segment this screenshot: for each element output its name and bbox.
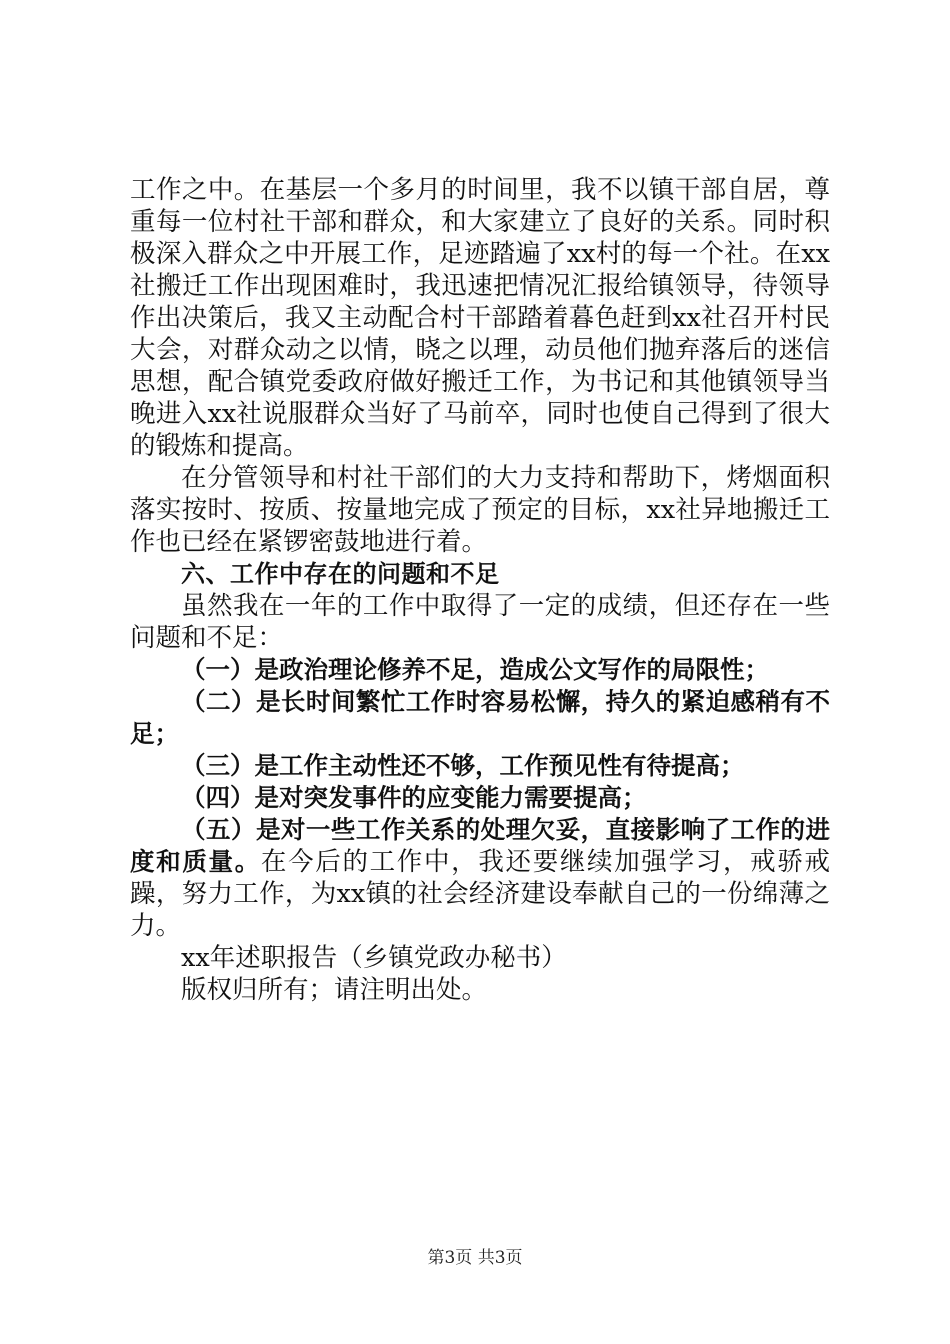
copyright-note: 版权归所有；请注明出处。: [181, 975, 488, 1005]
paragraph-continuation: 工作之中。在基层一个多月的时间里，我不以镇干部自居，尊重每一位村社干部和群众，和大家建立了良好的关系。同时积极深入群众之中开展工作，足迹踏遍了xx村的每一个社。在xx社搬迁工作出现困难时，我迅速把情况汇报给镇领导，待领导作出决策后，我又主动配合村干部踏着暮色赶到xx社召开村民大会，对群众动之以情，晓之以理，动员他们抛弃落后的迷信思想，配合镇党委政府做好搬迁工作，为书记和其他镇领导当晚进入xx社说服群众当好了马前卒，同时也使自己得到了很大的锻炼和提高。: [130, 175, 830, 461]
list-item-1: （一）是政治理论修养不足，造成公文写作的局限性；: [181, 655, 769, 684]
paragraph-achievement: 在分管领导和村社干部们的大力支持和帮助下，烤烟面积落实按时、按质、按量地完成了预定的目标，xx社异地搬迁工作也已经在紧锣密鼓地进行着。: [130, 463, 830, 557]
list-item-5-rest: 在今后的工作中，我还要继续加强学习，戒骄戒躁，努力工作，为xx镇的社会经济建设奉献自己的一份绵薄之力。: [130, 847, 830, 941]
list-item-5: [130, 814, 830, 942]
list-item-4: （四）是对突发事件的应变能力需要提高；: [181, 783, 647, 812]
list-item-3: （三）是工作主动性还不够，工作预见性有待提高；: [181, 751, 745, 780]
section-heading: 六、工作中存在的问题和不足: [181, 560, 500, 588]
list-item-5-bold: （五）是对一些工作关系的处理欠妥，直接影响了工作的进度和质量。: [130, 815, 830, 876]
list-item-2: （二）是长时间繁忙工作时容易松懈，持久的紧迫感稍有不足；: [130, 687, 830, 748]
closing-title: xx年述职报告（乡镇党政办秘书）: [181, 943, 567, 973]
document-body: [130, 174, 830, 1006]
page-number-footer: 第3页 共3页: [427, 1248, 523, 1268]
paragraph-intro: 虽然我在一年的工作中取得了一定的成绩，但还存在一些问题和不足：: [130, 591, 830, 653]
